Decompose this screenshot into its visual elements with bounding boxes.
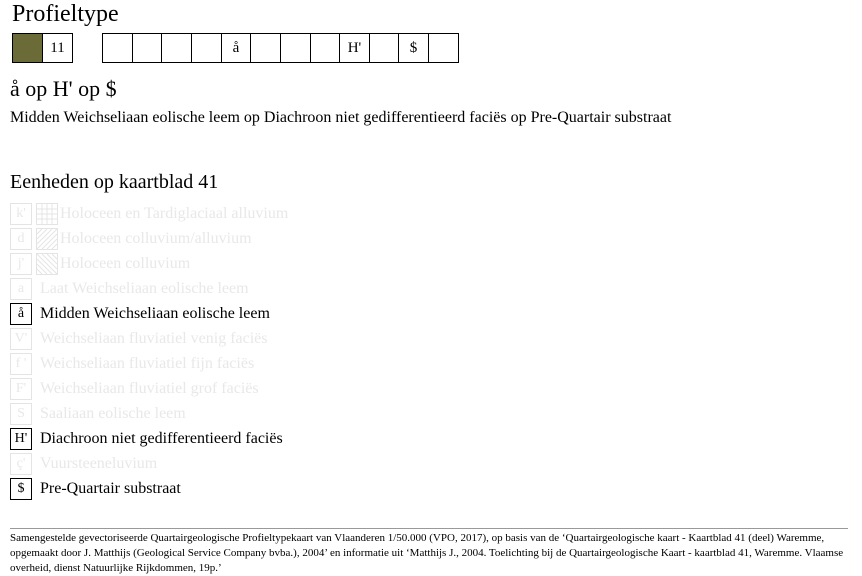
unit-label: Holoceen colluvium: [60, 255, 191, 272]
profile-description: Midden Weichseliaan eolische leem op Diachroon niet gedifferentieerd faciës op Pre-Quartair substraat: [10, 109, 672, 126]
unit-label: Pre-Quartair substraat: [40, 480, 181, 497]
profile-layer-cell-6: [250, 33, 281, 63]
unit-code-badge: å: [10, 303, 32, 325]
source-footnote: Samengestelde gevectoriseerde Quartairgeologische Profieltypekaart van Vlaanderen 1/50.000 (VPO, 2017), op basis van de ‘Quartairgeologische kaart - Kaartblad 41 (deel) Waremme, opgemaakt door J. Matthijs (Geological Service Company bvba.), 2004’ en informatie uit ‘Matthijs J., 2004. Toelichting bij de Quartairgeologische Kaart - kaartblad 41, Waremme. Vlaamse overheid, dienst Natuurlijke Rijkdommen, 19p.’: [10, 532, 844, 574]
unit-label: Holoceen en Tardiglaciaal alluvium: [60, 205, 289, 222]
profile-layer-cell-3: [161, 33, 192, 63]
unit-code-badge: j': [10, 253, 32, 275]
unit-label: Laat Weichseliaan eolische leem: [40, 280, 249, 297]
unit-label: Weichseliaan fluviatiel fijn faciës: [40, 355, 255, 372]
footnote-divider: [10, 528, 848, 529]
unit-label: Midden Weichseliaan eolische leem: [40, 305, 270, 322]
profile-layer-cell-8: [310, 33, 340, 63]
map-number-cell: 11: [42, 33, 73, 63]
unit-code-badge: d: [10, 228, 32, 250]
back-diagonal-hatch-icon: [36, 253, 58, 275]
profile-layer-cell-7: [280, 33, 311, 63]
profile-layer-cell-11: $: [398, 33, 429, 63]
unit-label: Diachroon niet gedifferentieerd faciës: [40, 430, 283, 447]
unit-label: Weichseliaan fluviatiel venig faciës: [40, 330, 268, 347]
unit-code-badge: ç': [10, 453, 32, 475]
page-title: Profieltype: [12, 1, 119, 27]
unit-label: Vuursteeneluvium: [40, 455, 158, 472]
unit-code-badge: H': [10, 428, 32, 450]
unit-code-badge: F': [10, 378, 32, 400]
profile-formula: å op H' op $: [10, 76, 117, 101]
profile-layer-cell-2: [132, 33, 162, 63]
unit-code-badge: $: [10, 478, 32, 500]
profile-layer-cell-9: H': [339, 33, 370, 63]
profile-layer-cell-10: [369, 33, 399, 63]
profile-layer-cell-12: [428, 33, 459, 63]
unit-label: Weichseliaan fluviatiel grof faciës: [40, 380, 259, 397]
unit-code-badge: V': [10, 328, 32, 350]
profile-color-swatch: [12, 33, 43, 63]
unit-code-badge: k': [10, 203, 32, 225]
diagonal-hatch-icon: [36, 228, 58, 250]
unit-label: Holoceen colluvium/alluvium: [60, 230, 252, 247]
profile-layer-cell-5: å: [221, 33, 251, 63]
unit-code-badge: S: [10, 403, 32, 425]
unit-code-badge: f ': [10, 353, 32, 375]
profile-layer-cell-4: [191, 33, 222, 63]
unit-label: Saaliaan eolische leem: [40, 405, 186, 422]
unit-code-badge: a: [10, 278, 32, 300]
grid-icon: [36, 203, 58, 225]
profile-layer-cell-1: [102, 33, 133, 63]
units-heading: Eenheden op kaartblad 41: [10, 171, 219, 193]
